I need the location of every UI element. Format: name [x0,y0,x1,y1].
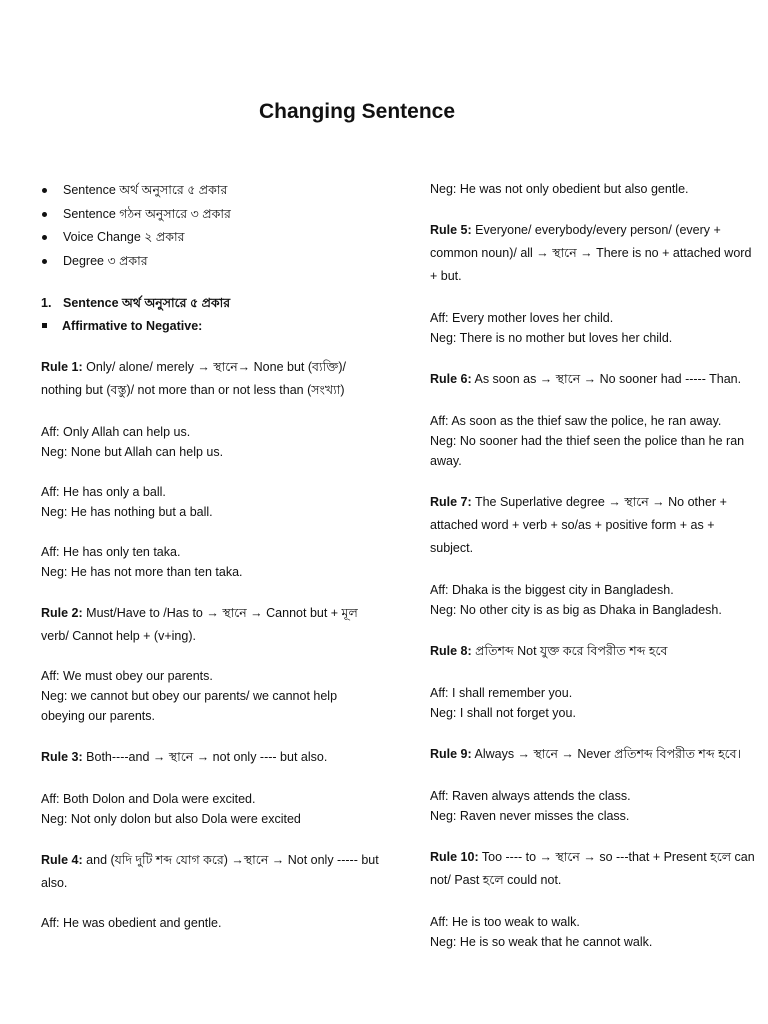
rule-8: Rule 8: প্রতিশব্দ Not যুক্ত করে বিপরীত শব্দ হবে [430,644,668,658]
example-aff: Aff: We must obey our parents. [41,668,213,683]
example-aff: Aff: He is too weak to walk. [430,915,580,929]
summary-bullet-list [41,179,381,274]
example-aff: Aff: Dhaka is the biggest city in Bangladesh. [430,583,674,597]
rule-1: Rule 1: Only/ alone/ merely → স্থানে→ None but (ব্যক্তি)/ nothing but (বস্তু)/ not more than or not less than (সংখ্যা) [41,359,346,397]
rule-4: Rule 4: and (যদি দুটি শব্দ যোগ করে) →স্থানে → Not only ----- but also. [41,852,379,890]
example-aff: Aff: He has only a ball. [41,484,166,499]
example-aff: Aff: I shall remember you. [430,686,573,700]
example-aff: Aff: Both Dolon and Dola were excited. [41,791,256,806]
example-neg: Neg: He is so weak that he cannot walk. [430,935,653,949]
rule-3: Rule 3: Both----and → স্থানে → not only ---- but also. [41,749,328,764]
bullet-dot-icon [42,188,47,193]
right-column [430,179,755,952]
example-neg: Neg: I shall not forget you. [430,706,576,720]
example-aff: Aff: He was obedient and gentle. [41,915,222,930]
square-bullet-icon [42,323,47,328]
rule-2: Rule 2: Must/Have to /Has to → স্থানে → Cannot but + মূল verb/ Cannot help + (v+ing). [41,605,358,643]
rule-5: Rule 5: Everyone/ everybody/every person/ (every + common noun)/ all → স্থানে → There is no + attached word + but. [430,223,752,283]
example-neg: Neg: Raven never misses the class. [430,809,630,823]
left-column [41,179,381,933]
bullet-item: Sentence গঠন অনুসারে ৩ প্রকার [41,203,381,227]
example-neg: Neg: He has not more than ten taka. [41,564,243,579]
bullet-dot-icon [42,235,47,240]
example-neg: Neg: He has nothing but a ball. [41,504,213,519]
example-neg: Neg: No other city is as big as Dhaka in Bangladesh. [430,603,722,617]
rule-6: Rule 6: As soon as → স্থানে → No sooner had ----- Than. [430,372,742,386]
rule-7: Rule 7: The Superlative degree → স্থানে → No other + attached word + verb + so/as + positive form + as + subject. [430,495,727,555]
example-aff: Aff: Only Allah can help us. [41,424,191,439]
page-title: Changing Sentence [258,100,456,123]
example-neg: Neg: we cannot but obey our parents/ we cannot help obeying our parents. [41,688,338,723]
bullet-item: Sentence অর্থ অনুসারে ৫ প্রকার [41,179,381,203]
example-aff: Aff: Raven always attends the class. [430,789,631,803]
example-neg: Neg: No sooner had the thief seen the police than he ran away. [430,434,745,468]
example-neg: Neg: There is no mother but loves her child. [430,331,673,345]
bullet-dot-icon [42,212,47,217]
rule-9: Rule 9: Always → স্থানে → Never প্রতিশব্দ বিপরীত শব্দ হবে। [430,747,742,761]
rule-10: Rule 10: Too ---- to → স্থানে → so ---that + Present হলে can not/ Past হলে could not. [430,850,755,887]
example-aff: Aff: Every mother loves her child. [430,311,614,325]
example-neg: Neg: None but Allah can help us. [41,444,224,459]
bullet-item: Degree ৩ প্রকার [41,250,381,274]
example-aff: Aff: As soon as the thief saw the police, he ran away. [430,414,722,428]
example-neg: Neg: He was not only obedient but also gentle. [430,182,689,196]
bullet-dot-icon [42,259,47,264]
example-aff: Aff: He has only ten taka. [41,544,181,559]
example-neg: Neg: Not only dolon but also Dola were excited [41,811,301,826]
bullet-item: Voice Change ২ প্রকার [41,226,381,250]
section-heading: 1. Sentence অর্থ অনুসারে ৫ প্রকার [41,295,231,310]
subsection-heading: Affirmative to Negative: [41,315,381,338]
